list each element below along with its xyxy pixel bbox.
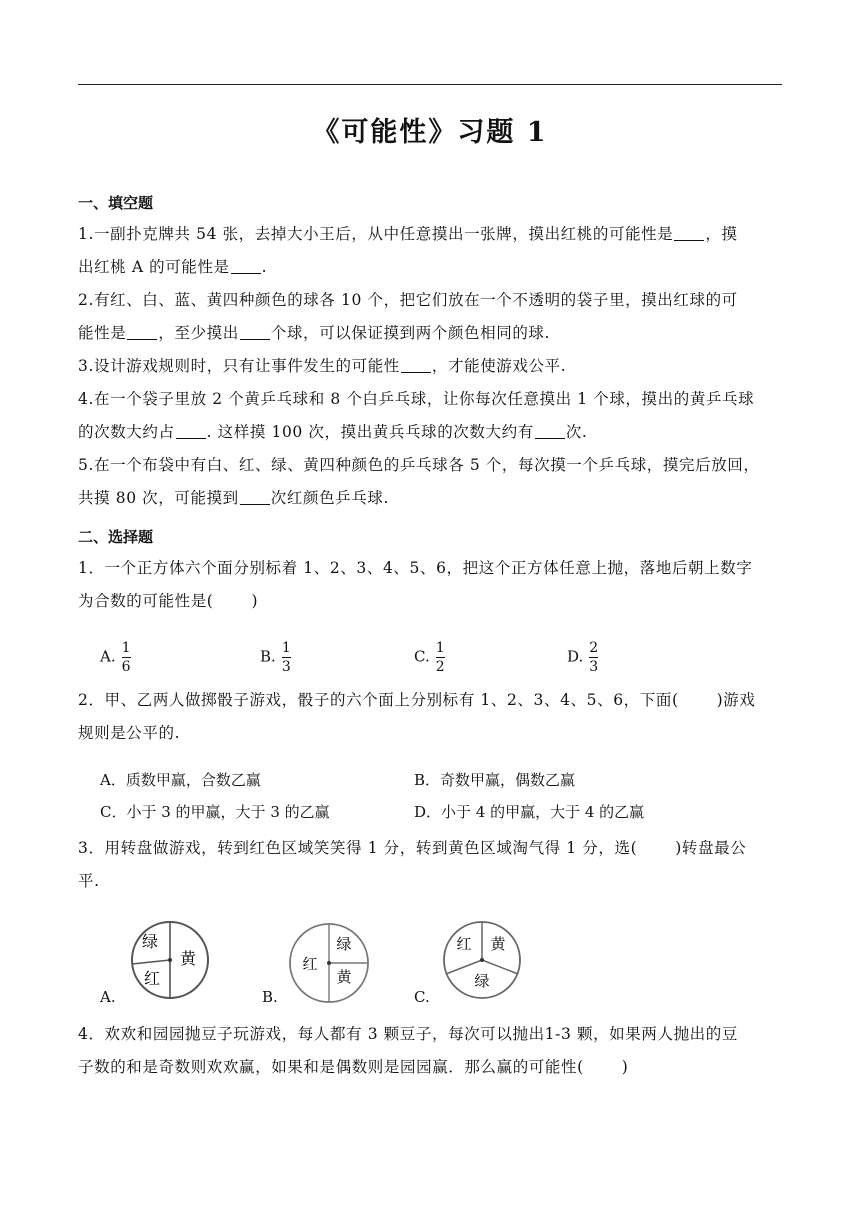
spinner-label: 黄 (490, 935, 506, 953)
question-text: 3.设计游戏规则时，只有让事件发生的可能性 (78, 357, 400, 375)
question-1-3 (78, 350, 786, 383)
option-c[interactable]: C．小于 3 的甲赢，大于 3 的乙赢 (100, 803, 330, 821)
question-text: 共摸 80 次，可能摸到 (78, 489, 239, 507)
option-letter: D. (567, 647, 584, 666)
spinner-label: 红 (456, 935, 472, 953)
question-2-1 (78, 552, 786, 618)
question-text: 4．欢欢和园园抛豆子玩游戏，每人都有 3 颗豆子，每次可以抛出1-3 颗，如果两人抛出的豆 (78, 1025, 738, 1043)
question-text: 出红桃 A 的可能性是 (78, 258, 230, 276)
question-text: 个球，可以保证摸到两个颜色相同的球. (270, 324, 551, 342)
fraction (436, 640, 445, 675)
numerator: 2 (589, 640, 599, 656)
question-1-5 (78, 449, 786, 515)
numerator: 1 (121, 640, 131, 656)
question-text: 4.在一个袋子里放 2 个黄乒乓球和 8 个白乒乓球，让你每次任意摸出 1 个球，摸出的黄乒乓球 (78, 390, 755, 408)
question-text: )转盘最公 (675, 839, 747, 857)
question-1-2 (78, 284, 786, 350)
spinner-a[interactable] (130, 920, 210, 1000)
answer-blank[interactable] (176, 422, 206, 439)
answer-blank[interactable] (401, 356, 431, 373)
question-text: 为合数的可能性是( (78, 592, 214, 610)
option-b[interactable]: B．奇数甲赢，偶数乙赢 (414, 771, 576, 789)
question-text: 平. (78, 872, 100, 890)
question-text: ) (621, 1058, 629, 1076)
denominator: 3 (589, 659, 599, 675)
spinner-b[interactable] (288, 922, 370, 1004)
section-heading-choice: 二、选择题 (78, 528, 154, 546)
denominator: 2 (435, 659, 445, 675)
answer-blank[interactable] (674, 224, 704, 241)
spinner-label: 黄 (336, 968, 352, 986)
option-a[interactable] (100, 640, 131, 675)
spinner-label: 红 (302, 955, 318, 973)
question-1-4 (78, 383, 786, 449)
question-text: ) (251, 592, 259, 610)
question-1-1 (78, 218, 786, 284)
fraction (589, 640, 598, 675)
question-text: ，才能使游戏公平. (431, 357, 567, 375)
option-a[interactable]: A．质数甲赢，合数乙赢 (100, 771, 261, 789)
spinner-label: 黄 (179, 949, 197, 968)
spinner-b-label[interactable]: B. (262, 988, 278, 1006)
option-d[interactable] (567, 640, 598, 675)
question-text: 1.一副扑克牌共 54 张，去掉大小王后，从中任意摸出一张牌，摸出红桃的可能性是 (78, 225, 674, 243)
question-text: ，至少摸出 (158, 324, 239, 342)
question-text: 5.在一个布袋中有白、红、绿、黄四种颜色的乒乓球各 5 个，每次摸一个乒乓球，摸完后放回， (78, 456, 760, 474)
question-text: 2.有红、白、蓝、黄四种颜色的球各 10 个，把它们放在一个不透明的袋子里，摸出红球的可 (78, 291, 738, 309)
question-text: . 这样摸 100 次，摸出黄兵乓球的次数大约有 (206, 423, 534, 441)
question-text: 3．用转盘做游戏，转到红色区域笑笑得 1 分，转到黄色区域淘气得 1 分，选( (78, 839, 638, 857)
question-text: 规则是公平的. (78, 724, 181, 742)
question-text: 次红颜色乒乓球. (270, 489, 390, 507)
spinner-c[interactable] (442, 920, 522, 1000)
question-text: 次. (565, 423, 588, 441)
spinner-label: 红 (143, 969, 161, 988)
question-text: 能性是 (78, 324, 127, 342)
page-title: 《可能性》习题 1 (312, 117, 548, 148)
denominator: 3 (281, 659, 291, 675)
fraction (122, 640, 131, 675)
question-text: ，摸 (705, 225, 738, 243)
numerator: 1 (435, 640, 445, 656)
fraction (282, 640, 291, 675)
question-text: 的次数大约占 (78, 423, 175, 441)
question-text: 1．一个正方体六个面分别标着 1、2、3、4、5、6，把这个正方体任意上抛，落地后朝上数字 (78, 559, 753, 577)
spinner-label: 绿 (141, 932, 159, 951)
answer-blank[interactable] (240, 323, 270, 340)
denominator: 6 (121, 659, 131, 675)
option-c[interactable] (414, 640, 445, 675)
option-letter: C. (414, 647, 430, 666)
header-rule (78, 84, 782, 85)
answer-blank[interactable] (127, 323, 157, 340)
question-2-2 (78, 684, 786, 750)
answer-blank[interactable] (535, 422, 565, 439)
spinner-label: 绿 (474, 972, 490, 990)
question-2-3 (78, 832, 786, 898)
option-d[interactable]: D．小于 4 的甲赢，大于 4 的乙赢 (414, 803, 645, 821)
question-text: 子数的和是奇数则欢欢赢，如果和是偶数则是园园赢．那么赢的可能性( (78, 1058, 584, 1076)
numerator: 1 (281, 640, 291, 656)
spinner-label: 绿 (336, 935, 352, 953)
option-letter: A. (100, 647, 116, 666)
question-text: 2．甲、乙两人做掷骰子游戏，骰子的六个面上分别标有 1、2、3、4、5、6，下面( (78, 691, 679, 709)
spinner-a-label[interactable]: A. (100, 988, 116, 1006)
question-text: )游戏 (716, 691, 756, 709)
option-b[interactable] (260, 640, 291, 675)
question-2-4 (78, 1018, 786, 1084)
question-text: . (261, 258, 268, 276)
section-heading-fill-in: 一、填空题 (78, 194, 154, 212)
spinner-c-label[interactable]: C. (414, 988, 430, 1006)
answer-blank[interactable] (240, 488, 270, 505)
option-letter: B. (260, 647, 276, 666)
answer-blank[interactable] (231, 257, 261, 274)
